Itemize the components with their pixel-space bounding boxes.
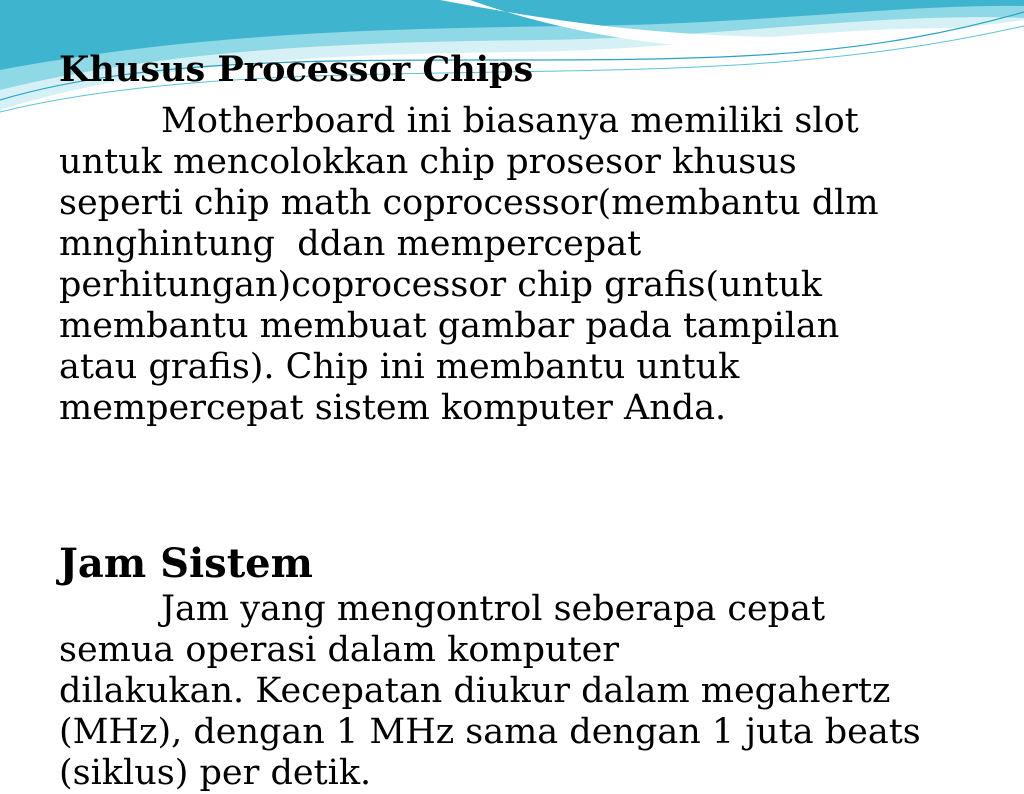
body-line: dilakukan. Kecepatan diukur dalam megahertz	[59, 671, 891, 711]
section-body-processor-chips	[59, 101, 939, 429]
body-line: membantu membuat gambar pada tampilan	[59, 306, 840, 346]
body-line: (siklus) per detik.	[59, 753, 372, 793]
body-line: seperti chip math coprocessor(membantu dlm	[59, 183, 879, 223]
body-line: (MHz), dengan 1 MHz sama dengan 1 juta beats	[59, 712, 921, 752]
section-heading-system-clock: Jam Sistem	[59, 540, 313, 587]
body-line: mempercepat sistem komputer Anda.	[59, 388, 727, 428]
body-line: Motherboard ini biasanya memiliki slot	[161, 101, 859, 141]
section-body-system-clock	[59, 589, 939, 794]
body-line: atau grafis). Chip ini membantu untuk	[59, 347, 740, 387]
body-line: semua operasi dalam komputer	[59, 630, 620, 670]
body-line: untuk mencolokkan chip prosesor khusus	[59, 142, 797, 182]
body-line: mnghintung ddan mempercepat	[59, 224, 642, 264]
body-line: Jam yang mengontrol seberapa cepat	[161, 589, 826, 629]
section-heading-processor-chips: Khusus Processor Chips	[59, 49, 534, 90]
body-line: perhitungan)coprocessor chip grafis(untuk	[59, 265, 822, 305]
